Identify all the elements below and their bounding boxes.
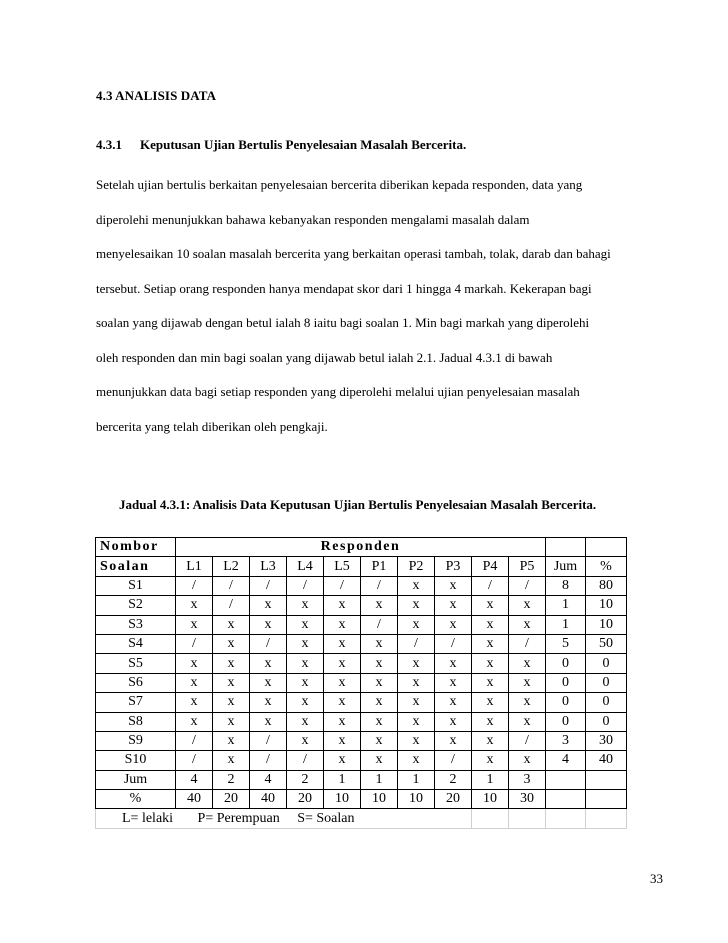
legend-row [96,809,627,828]
answer-cell: x [472,634,509,653]
row-percent: 30 [586,731,627,750]
subsection-number: 4.3.1 [96,137,122,152]
row-total: 0 [546,654,586,673]
answer-cell: x [398,751,435,770]
row-total: 0 [546,673,586,692]
row-total: 3 [546,731,586,750]
answer-cell: x [435,576,472,595]
row-label: S1 [96,576,176,595]
column-percent: 40 [176,790,213,809]
row-percent: 0 [586,693,627,712]
answer-cell: x [176,712,213,731]
row-total: 0 [546,693,586,712]
answer-cell: x [398,654,435,673]
column-header: P3 [435,557,472,576]
answer-cell: / [250,731,287,750]
answer-cell: x [324,673,361,692]
answer-cell: x [509,693,546,712]
row-label: S7 [96,693,176,712]
answer-cell: x [213,615,250,634]
answer-cell: x [176,693,213,712]
answer-cell: x [435,731,472,750]
answer-cell: x [398,576,435,595]
answer-cell: x [250,712,287,731]
table-row [96,576,627,595]
answer-cell: x [287,712,324,731]
answer-cell: x [398,693,435,712]
answer-cell: x [435,596,472,615]
section-heading: 4.3 ANALISIS DATA [96,88,217,103]
pct-header: % [586,557,627,576]
answer-cell: x [324,751,361,770]
row-total: 0 [546,712,586,731]
column-header: P4 [472,557,509,576]
answer-cell: x [287,673,324,692]
answer-cell: x [398,596,435,615]
column-total: 2 [435,770,472,789]
table-row [96,596,627,615]
answer-cell: x [324,693,361,712]
answer-cell: x [176,654,213,673]
answer-cell: x [250,673,287,692]
row-total: 4 [546,751,586,770]
empty-cell [546,770,586,789]
row-label: Jum [96,770,176,789]
paragraph-line: bercerita yang telah diberikan oleh pengkaji. [96,418,328,434]
table-row [96,673,627,692]
empty-cell [509,809,546,828]
paragraph-line: menunjukkan data bagi setiap responden yang diperolehi melalui ujian penyelesaian masalah [96,384,580,399]
answer-cell: x [509,596,546,615]
answer-cell: x [509,654,546,673]
answer-cell: / [213,596,250,615]
answer-cell: x [398,712,435,731]
answer-cell: x [361,731,398,750]
answer-cell: x [176,615,213,634]
answer-cell: x [509,615,546,634]
row-percent: 0 [586,654,627,673]
pct-row [96,790,627,809]
answer-cell: x [472,712,509,731]
answer-cell: x [472,731,509,750]
column-total: 1 [361,770,398,789]
answer-cell: / [509,634,546,653]
table-row [96,615,627,634]
answer-cell: x [472,596,509,615]
column-header: L2 [213,557,250,576]
paragraph-line: diperolehi menunjukkan bahawa kebanyakan responden mengalami masalah dalam [96,211,530,227]
responden-header: Responden [176,538,546,557]
subsection-heading [96,137,466,153]
answer-cell: x [324,596,361,615]
table-row [96,693,627,712]
column-percent: 10 [324,790,361,809]
table-caption: Jadual 4.3.1: Analisis Data Keputusan Ujian Bertulis Penyelesaian Masalah Bercerita. [119,497,597,512]
jum-row [96,770,627,789]
column-header: P2 [398,557,435,576]
answer-cell: x [398,731,435,750]
answer-cell: x [250,654,287,673]
answer-cell: x [324,615,361,634]
row-percent: 10 [586,596,627,615]
column-percent: 20 [435,790,472,809]
row-percent: 0 [586,712,627,731]
answer-cell: x [435,654,472,673]
paragraph-line: Setelah ujian bertulis berkaitan penyelesaian bercerita diberikan kepada responden, data yang [96,177,583,192]
answer-cell: x [324,712,361,731]
empty-cell [472,809,509,828]
answer-cell: / [435,751,472,770]
column-header: P1 [361,557,398,576]
soalan-header: Soalan [96,557,176,576]
row-total: 1 [546,596,586,615]
answer-cell: x [361,751,398,770]
column-total: 4 [250,770,287,789]
answer-cell: / [472,576,509,595]
row-label: S8 [96,712,176,731]
answer-cell: / [398,634,435,653]
row-label: S6 [96,673,176,692]
table-row [96,751,627,770]
answer-cell: x [361,693,398,712]
column-header: L1 [176,557,213,576]
jum-header: Jum [546,557,586,576]
answer-cell: x [287,654,324,673]
answer-cell: x [361,673,398,692]
answer-cell: x [213,712,250,731]
answer-cell: x [213,673,250,692]
answer-cell: x [435,693,472,712]
answer-cell: x [213,751,250,770]
answer-cell: x [361,654,398,673]
column-percent: 20 [213,790,250,809]
answer-cell: / [287,751,324,770]
empty-cell [586,809,627,828]
column-header: L4 [287,557,324,576]
row-total: 1 [546,615,586,634]
answer-cell: x [287,596,324,615]
answer-cell: / [176,634,213,653]
nombor-header: Nombor [96,538,176,557]
empty-cell [586,790,627,809]
column-percent: 10 [398,790,435,809]
table-legend: L= lelaki P= Perempuan S= Soalan [96,809,472,828]
column-total: 3 [509,770,546,789]
answer-cell: / [509,576,546,595]
answer-cell: x [472,654,509,673]
column-header: P5 [509,557,546,576]
answer-cell: x [287,731,324,750]
answer-cell: x [509,673,546,692]
pct-header-top [586,538,627,557]
answer-cell: x [435,712,472,731]
answer-cell: x [435,615,472,634]
answer-cell: x [287,615,324,634]
column-total: 1 [398,770,435,789]
empty-cell [586,770,627,789]
row-label: S5 [96,654,176,673]
row-label: S10 [96,751,176,770]
empty-cell [546,790,586,809]
column-total: 2 [287,770,324,789]
row-label: S2 [96,596,176,615]
table-row [96,731,627,750]
answer-cell: x [250,615,287,634]
column-percent: 10 [361,790,398,809]
page-number: 33 [650,871,663,886]
answer-cell: x [287,693,324,712]
answer-cell: / [287,576,324,595]
answer-cell: / [250,751,287,770]
paragraph-line: oleh responden dan min bagi soalan yang dijawab betul ialah 2.1. Jadual 4.3.1 di bawah [96,349,553,365]
row-percent: 50 [586,634,627,653]
paragraph-line: menyelesaikan 10 soalan masalah bercerita yang berkaitan operasi tambah, tolak, darab dan bahagi [96,246,611,261]
jum-header-top [546,538,586,557]
answer-cell: x [472,751,509,770]
answer-cell: / [250,634,287,653]
answer-cell: / [213,576,250,595]
answer-cell: x [398,615,435,634]
column-percent: 30 [509,790,546,809]
row-total: 5 [546,634,586,653]
answer-cell: x [435,673,472,692]
answer-cell: x [213,634,250,653]
answer-cell: x [250,596,287,615]
header-row [96,538,627,557]
paragraph-line: soalan yang dijawab dengan betul ialah 8 iaitu bagi soalan 1. Min bagi markah yang diperolehi [96,315,590,330]
column-total: 2 [213,770,250,789]
answer-cell: x [213,654,250,673]
answer-cell: x [213,693,250,712]
body-paragraph [96,172,681,448]
results-table [95,537,627,829]
answer-cell: x [472,673,509,692]
answer-cell: x [361,596,398,615]
answer-cell: x [176,596,213,615]
column-total: 1 [472,770,509,789]
answer-cell: x [250,693,287,712]
answer-cell: / [361,615,398,634]
column-percent: 10 [472,790,509,809]
row-label: % [96,790,176,809]
paragraph-line: tersebut. Setiap orang responden hanya mendapat skor dari 1 hingga 4 markah. Kekerapan bagi [96,280,592,296]
answer-cell: / [250,576,287,595]
answer-cell: x [509,751,546,770]
column-total: 1 [324,770,361,789]
row-total: 8 [546,576,586,595]
row-label: S4 [96,634,176,653]
answer-cell: x [287,634,324,653]
answer-cell: x [176,673,213,692]
answer-cell: x [509,712,546,731]
answer-cell: x [472,693,509,712]
answer-cell: x [361,712,398,731]
empty-cell [546,809,586,828]
row-percent: 0 [586,673,627,692]
answer-cell: x [213,731,250,750]
answer-cell: / [176,751,213,770]
column-header: L3 [250,557,287,576]
row-label: S9 [96,731,176,750]
column-percent: 20 [287,790,324,809]
answer-cell: x [324,634,361,653]
table-row [96,634,627,653]
row-percent: 10 [586,615,627,634]
column-total: 4 [176,770,213,789]
row-label: S3 [96,615,176,634]
answer-cell: x [472,615,509,634]
answer-cell: x [398,673,435,692]
answer-cell: / [435,634,472,653]
table-row [96,654,627,673]
answer-cell: x [361,634,398,653]
answer-cell: x [324,654,361,673]
answer-cell: / [509,731,546,750]
answer-cell: / [176,576,213,595]
answer-cell: / [176,731,213,750]
column-header: L5 [324,557,361,576]
column-percent: 40 [250,790,287,809]
row-percent: 80 [586,576,627,595]
row-percent: 40 [586,751,627,770]
subsection-title: Keputusan Ujian Bertulis Penyelesaian Masalah Bercerita. [140,137,467,152]
answer-cell: / [361,576,398,595]
header-row [96,557,627,576]
answer-cell: / [324,576,361,595]
answer-cell: x [324,731,361,750]
table-row [96,712,627,731]
